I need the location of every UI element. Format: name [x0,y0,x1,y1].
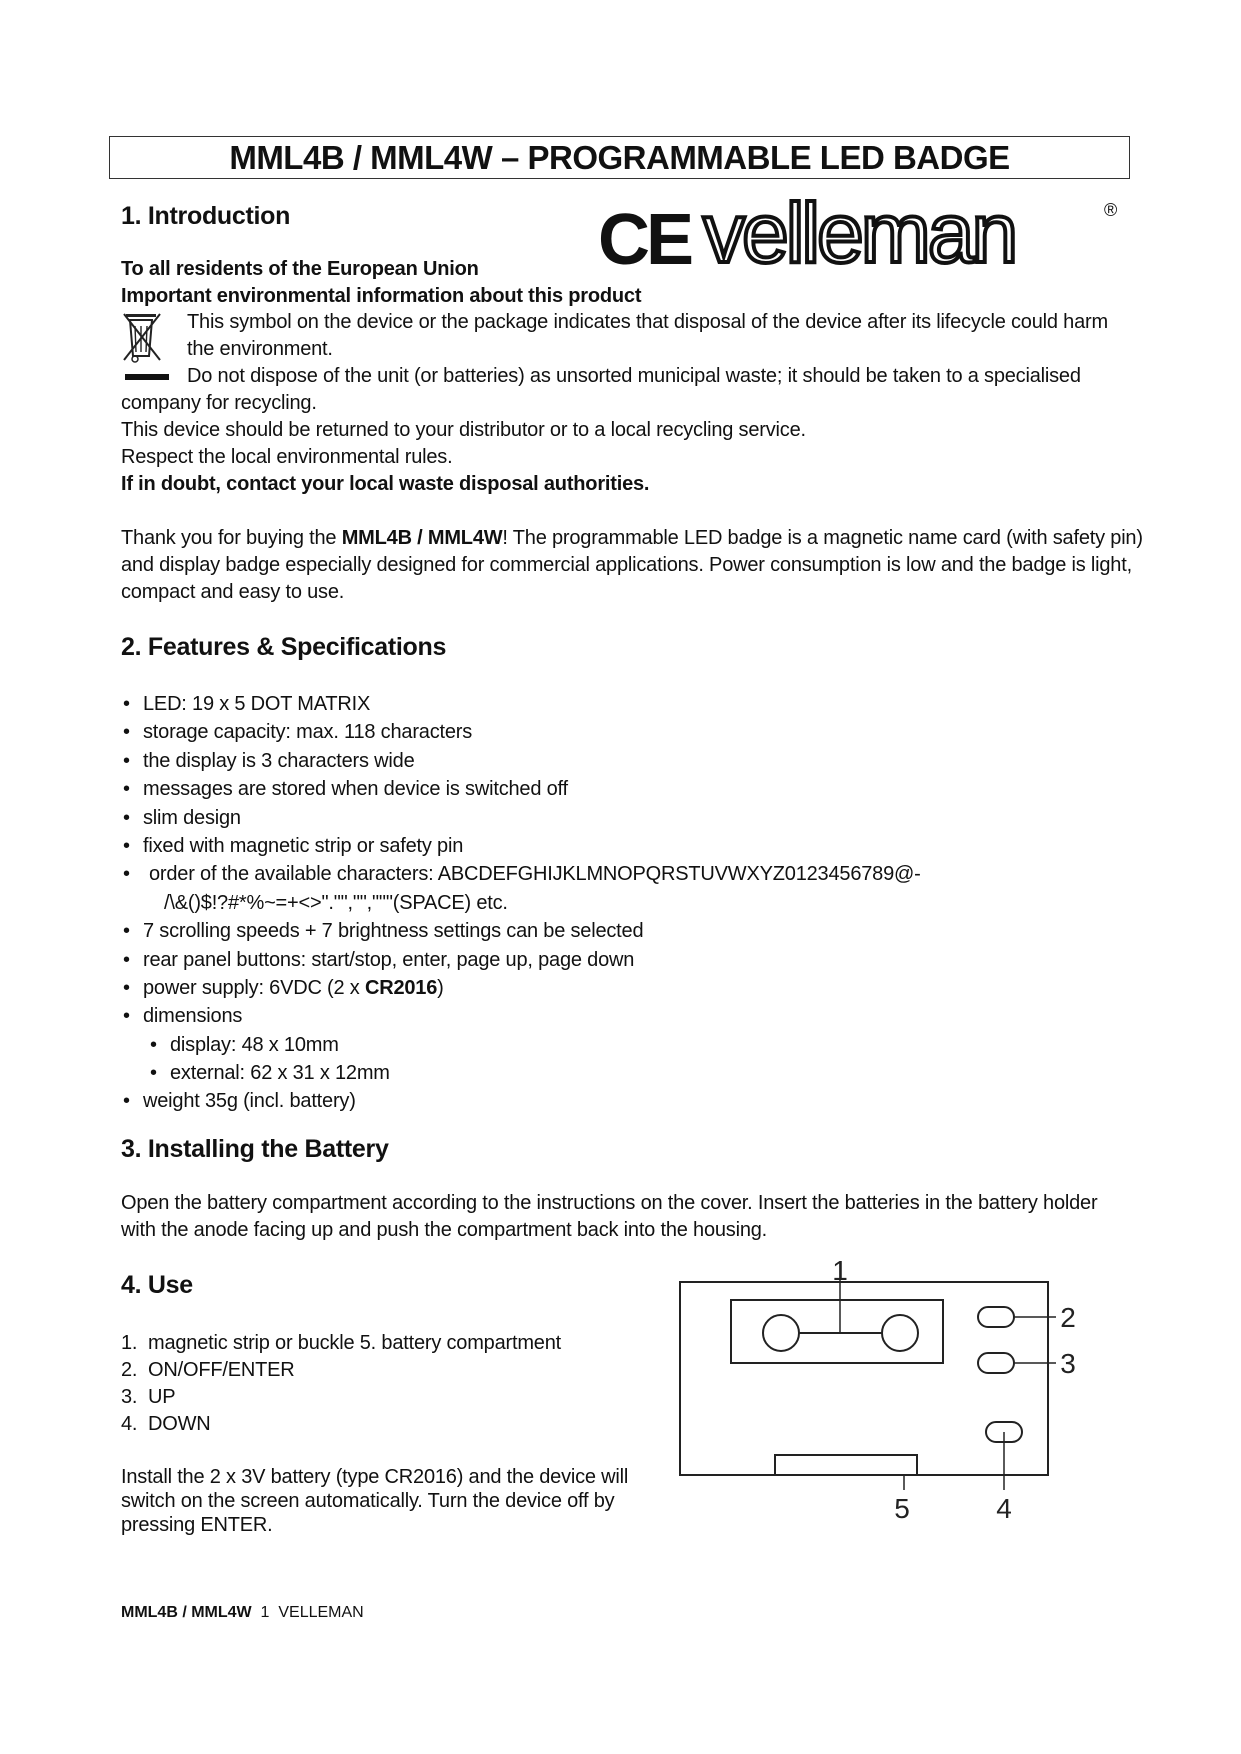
list-item: • order of the available characters: ABCDEFGHIJKLMNOPQRSTUVWXYZ0123456789@- [121,860,921,888]
thanks-line3: compact and easy to use. [121,581,345,603]
list-item: • messages are stored when device is switched off [121,775,921,803]
list-item: 1. magnetic strip or buckle 5. battery compartment [121,1332,562,1354]
return-device-text: This device should be returned to your distributor or to a local recycling service. [121,419,806,441]
brand-logo-text: velleman [703,196,1016,276]
battery-heading: 3. Installing the Battery [121,1135,389,1163]
page-title: MML4B / MML4W – PROGRAMMABLE LED BADGE [109,136,1130,179]
install-text-line1: Install the 2 x 3V battery (type CR2016) and the device will [121,1466,629,1488]
features-list [121,690,921,1116]
page-footer: MML4B / MML4W 1 VELLEMAN [121,1604,364,1621]
intro-heading: 1. Introduction [121,202,291,230]
up-button [978,1353,1014,1373]
use-heading: 4. Use [121,1271,193,1299]
symbol-text-line2: the environment. [187,338,333,360]
sub-list-item: • external: 62 x 31 x 12mm [121,1059,921,1087]
features-heading: 2. Features & Specifications [121,633,447,661]
list-item: • LED: 19 x 5 DOT MATRIX [121,690,921,718]
enter-button [978,1307,1014,1327]
diagram-label-1: 1 [832,1255,848,1286]
list-item: • storage capacity: max. 118 characters [121,718,921,746]
battery-text-line1: Open the battery compartment according to the instructions on the cover. Insert the batteries in the battery holder [121,1192,1098,1214]
badge-body [680,1282,1048,1475]
list-item: • weight 35g (incl. battery) [121,1087,921,1115]
battery-text-line2: with the anode facing up and push the compartment back into the housing. [121,1219,768,1241]
doubt-contact-text: If in doubt, contact your local waste disposal authorities. [121,473,650,495]
list-item: • dimensions [121,1002,921,1030]
list-item: 4. DOWN [121,1413,211,1435]
diagram-label-2: 2 [1060,1302,1076,1333]
list-item: • the display is 3 characters wide [121,747,921,775]
list-item: • 7 scrolling speeds + 7 brightness settings can be selected [121,917,921,945]
ce-mark: CE [598,200,691,276]
parts-list [121,1330,561,1438]
list-item: 2. ON/OFF/ENTER [121,1359,295,1381]
list-item: • rear panel buttons: start/stop, enter, page up, page down [121,946,921,974]
list-item: • slim design [121,804,921,832]
install-text-line3: pressing ENTER. [121,1514,273,1536]
respect-rules-text: Respect the local environmental rules. [121,446,453,468]
thanks-line2: and display badge especially designed for commercial applications. Power consumption is low and the badge is light, [121,554,1132,576]
list-item-continuation: /\&()$!?#*%~=+<>"."","","""(SPACE) etc. [164,891,508,914]
list-item: • power supply: 6VDC (2 x CR2016) [121,974,921,1002]
dispose-text-line2: company for recycling. [121,392,317,414]
velleman-logo [598,196,1128,276]
install-text-line2: switch on the screen automatically. Turn the device off by [121,1490,615,1512]
list-item: 3. UP [121,1386,176,1408]
diagram-label-4: 4 [996,1493,1012,1524]
registered-mark: ® [1104,200,1118,220]
diagram-label-5: 5 [894,1493,910,1524]
dispose-text-line1: Do not dispose of the unit (or batteries) as unsorted municipal waste; it should be taken to a specialised [187,365,1081,387]
list-item: • fixed with magnetic strip or safety pin [121,832,921,860]
sub-list-item: • display: 48 x 10mm [121,1031,921,1059]
diagram-label-3: 3 [1060,1348,1076,1379]
env-info-line: Important environmental information about this product [121,285,642,307]
battery-compartment [775,1455,917,1475]
badge-rear-diagram [678,1250,1098,1525]
symbol-text-line1: This symbol on the device or the package indicates that disposal of the device after its lifecycle could harm [187,311,1108,333]
thanks-line1: Thank you for buying the MML4B / MML4W! The programmable LED badge is a magnetic name card (with safety pin) [121,527,1143,549]
eu-residents-line: To all residents of the European Union [121,258,479,280]
weee-bin-icon [122,312,172,382]
